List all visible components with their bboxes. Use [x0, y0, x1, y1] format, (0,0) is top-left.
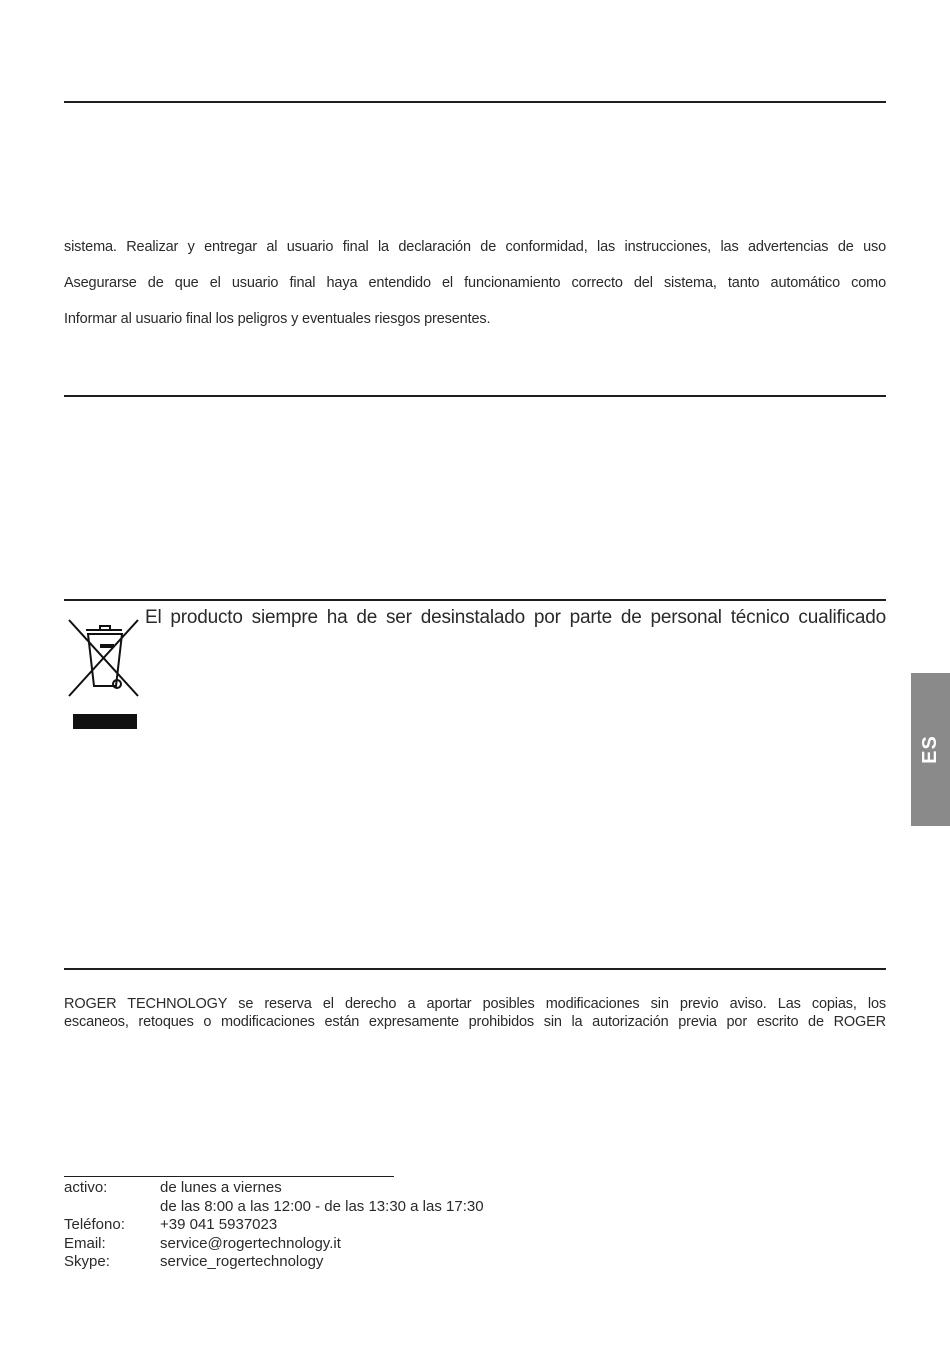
contact-key	[64, 1198, 160, 1217]
section-divider-top	[64, 101, 886, 103]
rights-notice-line-1: ROGER TECHNOLOGY se reserva el derecho a aportar posibles modificaciones sin previo aviso. Las copias, los	[64, 996, 886, 1012]
contact-key: activo:	[64, 1179, 108, 1196]
contact-key: Skype:	[64, 1253, 110, 1270]
contact-row-email	[64, 1235, 484, 1254]
contact-value: de las 8:00 a las 12:00 - de las 13:30 a las 17:30	[160, 1197, 484, 1215]
section-divider-4	[64, 968, 886, 970]
contact-value: +39 041 5937023	[160, 1216, 278, 1233]
contact-row-times	[64, 1198, 484, 1217]
contact-value: service@rogertechnology.it	[160, 1234, 341, 1252]
instruction-line-3: Informar al usuario final los peligros y eventuales riesgos presentes.	[64, 311, 491, 327]
contact-value: de lunes a viernes	[160, 1179, 282, 1196]
contact-row-skype	[64, 1253, 484, 1272]
contact-row-hours	[64, 1179, 484, 1198]
rights-notice	[64, 995, 886, 1031]
section-divider-3	[64, 599, 886, 601]
rights-notice-line-2: escaneos, retoques o modificaciones están expresamente prohibidos sin la autorización previa por escrito de ROGER	[64, 1014, 886, 1030]
contact-key: Teléfono:	[64, 1216, 125, 1233]
contact-block	[64, 1179, 484, 1272]
contact-value: service_rogertechnology	[160, 1253, 324, 1270]
disposal-warning-text: El producto siempre ha de ser desinstalado por parte de personal técnico cualificado	[145, 607, 886, 628]
instruction-line-1: sistema. Realizar y entregar al usuario final la declaración de conformidad, las instrucciones, las advertencias de uso	[64, 239, 886, 255]
section-divider-2	[64, 395, 886, 397]
language-tab	[911, 673, 950, 826]
instruction-line-2: Asegurarse de que el usuario final haya entendido el funcionamiento correcto del sistema, tanto automático como	[64, 275, 886, 291]
contact-key: Email:	[64, 1234, 106, 1252]
contact-divider	[64, 1176, 394, 1177]
crossed-out-wheelie-bin-icon	[64, 614, 142, 732]
language-tab-label: ES	[919, 735, 941, 764]
contact-row-phone	[64, 1216, 484, 1235]
